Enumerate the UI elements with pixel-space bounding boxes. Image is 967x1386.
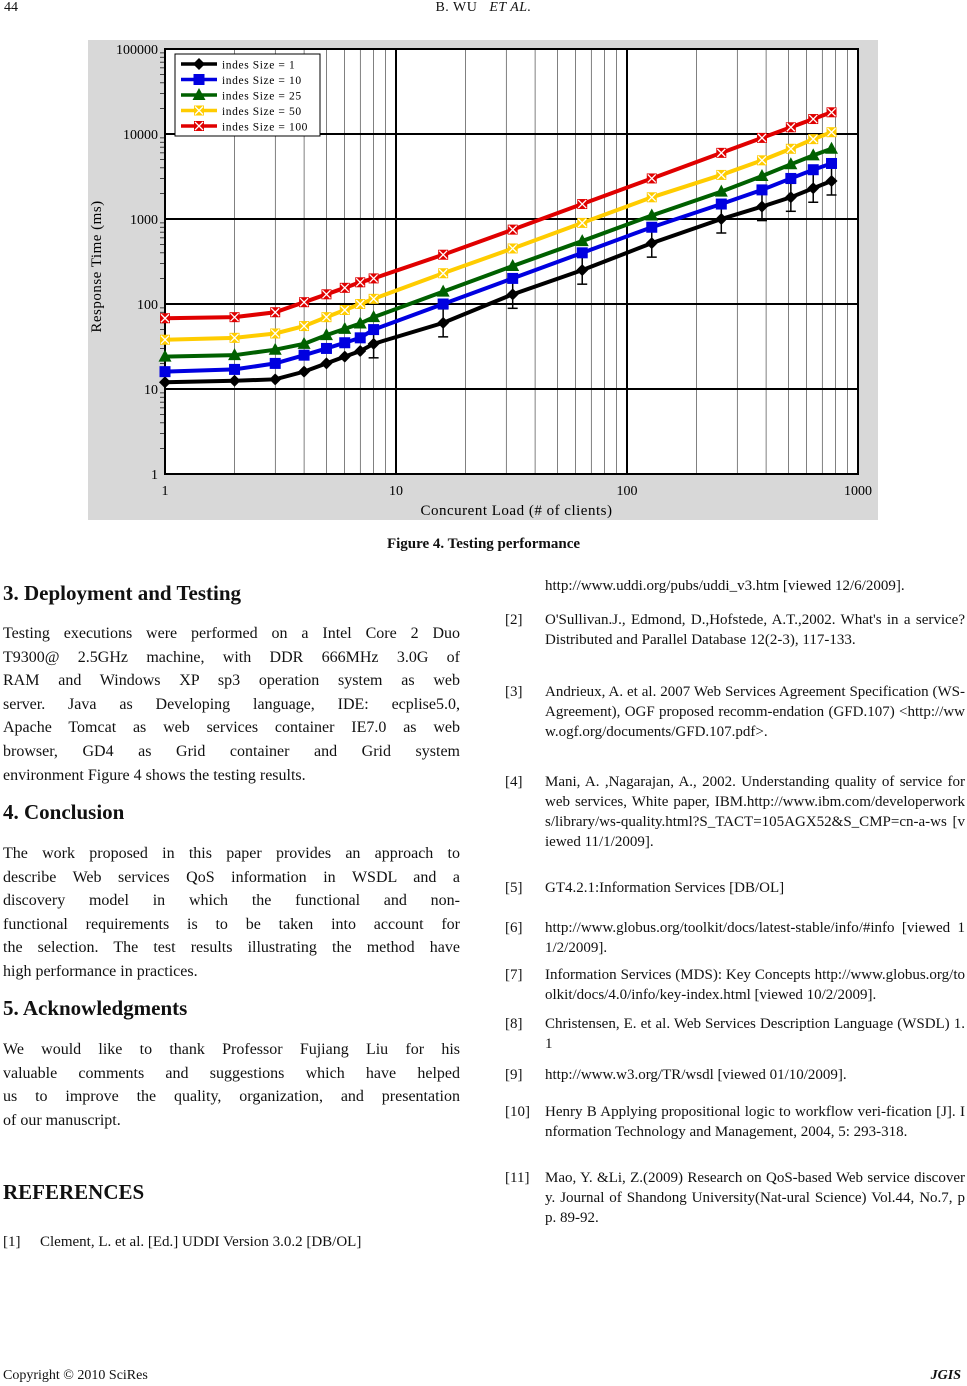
- section-heading-acknowledgments: 5. Acknowledgments: [3, 996, 188, 1020]
- running-title-etal: ET AL.: [489, 0, 532, 15]
- reference-number: [3]: [505, 684, 523, 700]
- reference-text: http://www.globus.org/toolkit/docs/latest-stable/info/#info [viewed 11/2/2009].: [545, 920, 965, 956]
- reference-number: [2]: [505, 612, 523, 628]
- reference-11: [505, 1168, 965, 1232]
- series-2-point: [808, 164, 819, 175]
- footer-journal: JGIS: [930, 1368, 961, 1383]
- legend-label: indes Size = 10: [222, 75, 302, 87]
- reference-7: [505, 965, 965, 1011]
- series-2-point: [160, 366, 171, 377]
- figure-4-chart: [88, 40, 878, 520]
- series-2-point: [826, 158, 837, 169]
- reference-text: O'Sullivan.J., Edmond, D.,Hofstede, A.T.,2002. What's in a service? Distributed and Parallel Database 12(2-3), 117-133.: [545, 612, 965, 648]
- y-tick-label: 1: [151, 468, 158, 483]
- text-line: describe Web services QoS information in WSDL and a: [3, 868, 460, 886]
- text-line: of our manuscript.: [3, 1111, 121, 1129]
- reference-number: [6]: [505, 920, 523, 936]
- text-line: discovery model in which the functional and non-: [3, 892, 460, 910]
- reference-text: Andrieux, A. et al. 2007 Web Services Agreement Specification (WS-Agreement), OGF proposed recomm-endation (GFD.107) <http://www.ogf.org/documents/GFD.107.pdf>.: [545, 684, 965, 740]
- legend-label: indes Size = 1: [222, 59, 296, 72]
- series-2-point: [507, 273, 518, 284]
- text-line: high performance in practices.: [3, 962, 198, 980]
- reference-3: [505, 682, 965, 766]
- text-line: We would like to thank Professor Fujiang Liu for his: [3, 1041, 460, 1058]
- reference-text: Clement, L. et al. [Ed.] UDDI Version 3.0.2 [DB/OL]: [40, 1234, 362, 1250]
- legend-label: indes Size = 25: [222, 90, 302, 103]
- reference-8: [505, 1014, 965, 1056]
- series-2-point: [756, 184, 767, 195]
- reference-text: Christensen, E. et al. Web Services Description Language (WSDL) 1.1: [545, 1016, 965, 1052]
- reference-10: [505, 1102, 965, 1166]
- reference-text: Mani, A. ,Nagarajan, A., 2002. Understanding quality of service for web services, White paper, IBM.http://www.ibm.com/developerworks/library/ws-quality.html?S_TACT=105AGX52&S_CMP=cn-a-ws [viewed 11/1/2009].: [545, 774, 965, 850]
- reference-number: [9]: [505, 1067, 523, 1083]
- reference-9: [505, 1065, 965, 1087]
- figure-caption: Figure 4. Testing performance: [386, 536, 581, 552]
- text-line: server. Java as Developing language, IDE: ecplise5.0,: [3, 695, 460, 713]
- series-2-point: [229, 364, 240, 375]
- y-tick-label: 100000: [116, 43, 158, 58]
- series-2-point: [368, 324, 379, 335]
- series-2-point: [321, 343, 332, 354]
- references-heading: REFERENCES: [3, 1180, 145, 1204]
- text-line: browser, GD4 as Grid container and Grid system: [3, 742, 460, 760]
- reference-number: [1]: [3, 1234, 21, 1250]
- reference-number: [10]: [505, 1104, 530, 1120]
- legend-label: indes Size = 50: [222, 106, 302, 118]
- reference-4: [505, 772, 965, 872]
- text-line: functional requirements is to be taken into account for: [3, 915, 460, 933]
- acknowledgments-body: [3, 1038, 460, 1132]
- y-tick-label: 1000: [130, 213, 158, 228]
- deployment-body: [3, 622, 460, 787]
- text-line: environment Figure 4 shows the testing results.: [3, 766, 306, 784]
- x-tick-label: 100: [616, 484, 638, 499]
- reference-2: [505, 610, 965, 674]
- text-line: RAM and Windows XP sp3 operation system as web: [3, 672, 460, 690]
- series-2-point: [355, 332, 366, 343]
- text-line: valuable comments and suggestions which have helped: [3, 1064, 460, 1082]
- series-2-point: [270, 358, 281, 369]
- reference-text: Henry B Applying propositional logic to workflow veri-fication [J]. Information Technology and Management, 2004, 5: 293-318.: [545, 1104, 965, 1140]
- reference-text: GT4.2.1:Information Services [DB/OL]: [545, 880, 785, 896]
- page-number: 44: [4, 0, 18, 15]
- reference-number: [4]: [505, 774, 523, 790]
- x-axis-label: Concurent Load (# of clients): [420, 503, 613, 519]
- reference-text: Information Services (MDS): Key Concepts http://www.globus.org/toolkit/docs/4.0/info/key-index.html [viewed 10/2/2009].: [545, 967, 965, 1003]
- reference-number: [7]: [505, 967, 523, 983]
- x-tick-label: 1000: [844, 484, 872, 499]
- text-line: T9300@ 2.5GHz machine, with DDR 666MHz 3.0G of: [3, 648, 460, 666]
- text-line: the selection. The test results illustrating the method have: [3, 939, 460, 957]
- text-line: The work proposed in this paper provides an approach to: [3, 845, 460, 862]
- x-tick-label: 1: [161, 484, 169, 499]
- text-line: us to improve the quality, organization, and presentation: [3, 1088, 460, 1106]
- series-2-point: [646, 222, 657, 233]
- section-heading-deployment: 3. Deployment and Testing: [3, 581, 242, 605]
- running-head: [0, 0, 967, 22]
- legend-marker: [194, 74, 205, 85]
- conclusion-body: [3, 842, 460, 984]
- series-2-point: [299, 350, 310, 361]
- footer-copyright: Copyright © 2010 SciRes: [3, 1368, 148, 1383]
- series-2-point: [716, 199, 727, 210]
- y-axis-label: Response Time (ms): [89, 200, 105, 333]
- x-tick-label: 10: [389, 484, 403, 499]
- legend-label: indes Size = 100: [222, 121, 309, 134]
- text-line: Apache Tomcat as web services container IE7.0 as web: [3, 719, 460, 737]
- reference-number: [8]: [505, 1016, 523, 1032]
- series-2-point: [339, 337, 350, 348]
- reference-6: [505, 918, 965, 962]
- section-heading-conclusion: 4. Conclusion: [3, 800, 125, 824]
- reference-text: http://www.w3.org/TR/wsdl [viewed 01/10/2009].: [545, 1067, 847, 1083]
- reference-5: [505, 878, 965, 900]
- y-tick-label: 10000: [123, 128, 158, 143]
- series-2-point: [577, 247, 588, 258]
- running-title-author: B. WU: [435, 0, 478, 15]
- y-tick-label: 10: [144, 383, 158, 398]
- reference-number: [5]: [505, 880, 523, 896]
- series-2-point: [785, 173, 796, 184]
- chart-svg: [88, 40, 878, 520]
- y-tick-label: 100: [137, 298, 158, 313]
- reference-text: Mao, Y. &Li, Z.(2009) Research on QoS-based Web service discovery. Journal of Shandong University(Nat-ural Science) Vol.44, No.7, pp. 89-92.: [545, 1170, 965, 1226]
- text-line: Testing executions were performed on a Intel Core 2 Duo: [3, 625, 460, 642]
- reference-1-continuation: http://www.uddi.org/pubs/uddi_v3.htm [viewed 12/6/2009].: [545, 578, 905, 594]
- reference-number: [11]: [505, 1170, 530, 1186]
- series-2-point: [438, 299, 449, 310]
- running-title: [0, 0, 967, 16]
